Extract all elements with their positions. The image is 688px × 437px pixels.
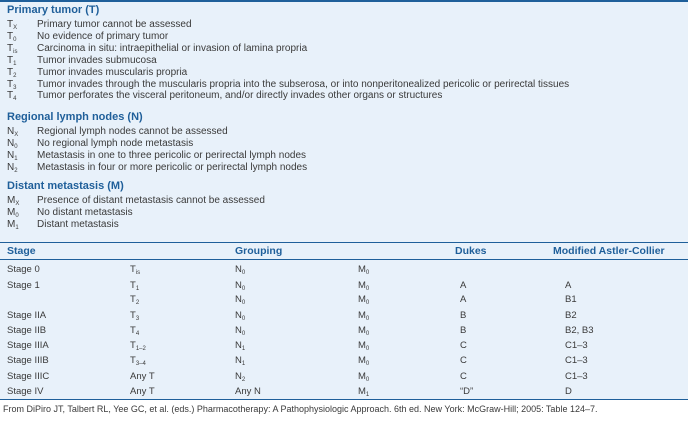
t-cell	[130, 325, 139, 337]
section-title: Distant metastasis (M)	[7, 180, 124, 192]
tnm-description: No distant metastasis	[37, 206, 133, 218]
tnm-code	[7, 79, 16, 91]
n-cell-letter: N	[235, 340, 242, 351]
header-stage: Stage	[7, 245, 36, 257]
n-cell-letter: N	[235, 294, 242, 305]
tnm-code-letter: N	[7, 149, 15, 161]
header-astler-collier: Modified Astler-Collier	[553, 245, 665, 257]
m-cell-subscript: 1	[365, 392, 370, 398]
tnm-code-letter: T	[7, 30, 14, 42]
t-cell	[130, 310, 139, 322]
source-footnote: From DiPiro JT, Talbert RL, Yee GC, et al. (eds.) Pharmacotherapy: A Pathophysiologic Approach. 6th ed. New York: McGraw-Hill; 2005: Table 124–7.	[3, 404, 598, 414]
m-cell-letter: M	[358, 294, 366, 305]
tnm-description: No regional lymph node metastasis	[37, 137, 194, 149]
n-cell-subscript: 0	[241, 286, 246, 292]
n-cell	[235, 325, 245, 337]
tnm-code	[7, 162, 18, 174]
m-cell	[358, 264, 369, 276]
tnm-code-letter: T	[7, 78, 14, 90]
tnm-description: Tumor invades through the muscularis propria into the subserosa, or into nonperitonealized pericolic or perirectal tissues	[37, 78, 570, 90]
t-cell	[130, 294, 139, 306]
n-cell	[235, 294, 245, 306]
t-cell-letter: T	[130, 310, 136, 321]
tnm-code-subscript: 1	[14, 155, 18, 162]
tnm-code-subscript: 1	[15, 224, 19, 231]
tnm-code-subscript: X	[14, 132, 19, 138]
dukes-cell: B	[460, 325, 467, 336]
section-title: Regional lymph nodes (N)	[7, 111, 143, 123]
n-cell-subscript: 1	[241, 346, 246, 352]
tnm-code-subscript: 0	[15, 212, 19, 219]
t-cell	[130, 280, 139, 292]
tnm-code	[7, 219, 19, 231]
stage-cell: Stage IIB	[7, 325, 47, 336]
n-cell	[235, 371, 245, 383]
m-cell-letter: M	[358, 371, 366, 382]
t-cell	[130, 371, 155, 383]
m-cell	[358, 371, 369, 383]
t-cell-letter: T	[130, 294, 136, 305]
stage-cell: Stage IV	[7, 386, 44, 397]
tnm-code-letter: M	[7, 206, 16, 218]
tnm-code-subscript: 4	[13, 96, 17, 103]
stage-cell: Stage 1	[7, 280, 40, 291]
tnm-code-letter: M	[7, 195, 16, 206]
n-cell-letter: N	[235, 371, 242, 382]
dukes-cell: A	[460, 280, 467, 291]
dukes-cell: “D”	[460, 386, 474, 397]
n-cell-subscript: 1	[241, 361, 246, 367]
t-cell	[130, 264, 140, 276]
section-title: Primary tumor (T)	[7, 4, 100, 16]
astler-cell: B2	[565, 310, 577, 321]
tnm-code	[7, 90, 16, 102]
header-grouping: Grouping	[235, 245, 283, 257]
m-cell	[358, 386, 369, 398]
m-cell-subscript: 0	[365, 331, 370, 337]
tnm-code-letter: N	[7, 161, 15, 173]
t-cell-subscript: is	[135, 270, 141, 276]
m-cell-letter: M	[358, 340, 366, 351]
tnm-description: Distant metastasis	[37, 218, 119, 230]
tnm-code	[7, 126, 18, 138]
n-cell-letter: N	[235, 264, 242, 275]
t-cell-subscript: 3–4	[135, 361, 146, 367]
tnm-code	[7, 150, 18, 162]
dukes-cell: C	[460, 371, 467, 382]
n-cell	[235, 280, 245, 292]
tnm-code-subscript: X	[15, 201, 20, 207]
tnm-description: Primary tumor cannot be assessed	[37, 19, 192, 30]
tnm-code-subscript: 0	[13, 36, 17, 43]
n-cell-letter: N	[235, 280, 242, 291]
header-dukes: Dukes	[455, 245, 487, 257]
n-cell	[235, 310, 245, 322]
table-bottom-rule	[0, 399, 688, 400]
m-cell	[358, 294, 369, 306]
n-cell-letter: N	[235, 325, 242, 336]
t-cell-letter: T	[130, 355, 136, 366]
tnm-description: Metastasis in one to three pericolic or perirectal lymph nodes	[37, 149, 307, 161]
tnm-code-subscript: 2	[13, 72, 17, 79]
tnm-code	[7, 207, 19, 219]
stage-cell: Stage IIA	[7, 310, 47, 321]
tnm-code-subscript: 0	[14, 143, 18, 150]
m-cell	[358, 280, 369, 292]
tnm-code-letter: M	[7, 218, 16, 230]
tnm-code	[7, 195, 19, 207]
tnm-code	[7, 19, 17, 31]
tnm-code-subscript: X	[13, 25, 18, 31]
stage-header-bottom-rule	[0, 259, 688, 260]
m-cell-subscript: 0	[365, 286, 370, 292]
tnm-code-subscript: 1	[13, 60, 17, 67]
tnm-code-letter: T	[7, 90, 14, 102]
astler-cell: C1–3	[565, 371, 588, 382]
n-cell	[235, 386, 261, 398]
m-cell-subscript: 0	[365, 377, 370, 383]
n-cell-letter: Any N	[235, 386, 261, 397]
astler-cell: A	[565, 280, 572, 291]
n-cell-subscript: 0	[241, 316, 246, 322]
astler-cell: B2, B3	[565, 325, 594, 336]
tnm-code	[7, 43, 17, 55]
t-cell-letter: Any T	[130, 386, 155, 397]
stage-cell: Stage IIIC	[7, 371, 50, 382]
tnm-code	[7, 138, 18, 150]
m-cell-subscript: 0	[365, 346, 370, 352]
n-cell-subscript: 0	[241, 270, 246, 276]
stage-cell: Stage 0	[7, 264, 40, 275]
t-cell-subscript: 3	[135, 316, 140, 322]
tnm-code-subscript: is	[13, 48, 18, 55]
n-cell-letter: N	[235, 355, 242, 366]
m-cell	[358, 340, 369, 352]
tnm-code	[7, 55, 16, 67]
tnm-description: Tumor invades muscularis propria	[37, 66, 188, 78]
tnm-description: Regional lymph nodes cannot be assessed	[37, 126, 228, 137]
m-cell-letter: M	[358, 355, 366, 366]
n-cell	[235, 264, 245, 276]
tnm-code-subscript: 2	[14, 167, 18, 174]
t-cell-subscript: 1–2	[135, 346, 146, 352]
tnm-code	[7, 67, 16, 79]
m-cell-subscript: 0	[365, 300, 370, 306]
m-cell	[358, 355, 369, 367]
tnm-code	[7, 31, 16, 43]
tnm-description: No evidence of primary tumor	[37, 30, 169, 42]
m-cell-subscript: 0	[365, 316, 370, 322]
tnm-code-letter: T	[7, 42, 14, 54]
t-cell	[130, 340, 146, 352]
tnm-description: Carcinoma in situ: intraepithelial or invasion of lamina propria	[37, 42, 308, 54]
tnm-code-letter: N	[7, 126, 15, 137]
t-cell	[130, 386, 155, 398]
dukes-cell: B	[460, 310, 467, 321]
m-cell-letter: M	[358, 264, 366, 275]
astler-cell: B1	[565, 294, 577, 305]
dukes-cell: A	[460, 294, 467, 305]
t-cell-letter: T	[130, 264, 136, 275]
t-cell-letter: T	[130, 280, 136, 291]
n-cell-letter: N	[235, 310, 242, 321]
n-cell	[235, 355, 245, 367]
t-cell-letter: T	[130, 325, 136, 336]
dukes-cell: C	[460, 355, 467, 366]
tnm-code-subscript: 3	[13, 84, 17, 91]
stage-cell: Stage IIIA	[7, 340, 49, 351]
tnm-code-letter: T	[7, 66, 14, 78]
tnm-code-letter: T	[7, 54, 14, 66]
m-cell-letter: M	[358, 325, 366, 336]
t-cell-letter: Any T	[130, 371, 155, 382]
n-cell-subscript: 2	[241, 377, 246, 383]
m-cell-subscript: 0	[365, 361, 370, 367]
n-cell-subscript: 0	[241, 331, 246, 337]
m-cell-letter: M	[358, 310, 366, 321]
stage-cell: Stage IIIB	[7, 355, 49, 366]
t-cell-subscript: 4	[135, 331, 140, 337]
m-cell	[358, 325, 369, 337]
m-cell-letter: M	[358, 386, 366, 397]
n-cell	[235, 340, 245, 352]
t-cell	[130, 355, 146, 367]
m-cell	[358, 310, 369, 322]
n-cell-subscript: 0	[241, 300, 246, 306]
tnm-description: Presence of distant metastasis cannot be assessed	[37, 195, 265, 206]
astler-cell: C1–3	[565, 355, 588, 366]
tnm-description: Tumor invades submucosa	[37, 54, 157, 66]
t-cell-subscript: 2	[135, 300, 140, 306]
top-rule	[0, 0, 688, 2]
tnm-code-letter: T	[7, 19, 14, 30]
astler-cell: C1–3	[565, 340, 588, 351]
tnm-code-letter: N	[7, 137, 15, 149]
m-cell-subscript: 0	[365, 270, 370, 276]
m-cell-letter: M	[358, 280, 366, 291]
stage-header-top-rule	[0, 242, 688, 243]
t-cell-subscript: 1	[135, 286, 140, 292]
astler-cell: D	[565, 386, 572, 397]
tnm-description: Metastasis in four or more pericolic or perirectal lymph nodes	[37, 161, 308, 173]
tnm-description: Tumor perforates the visceral peritoneum, and/or directly invades other organs or structures	[37, 90, 443, 102]
dukes-cell: C	[460, 340, 467, 351]
t-cell-letter: T	[130, 340, 136, 351]
